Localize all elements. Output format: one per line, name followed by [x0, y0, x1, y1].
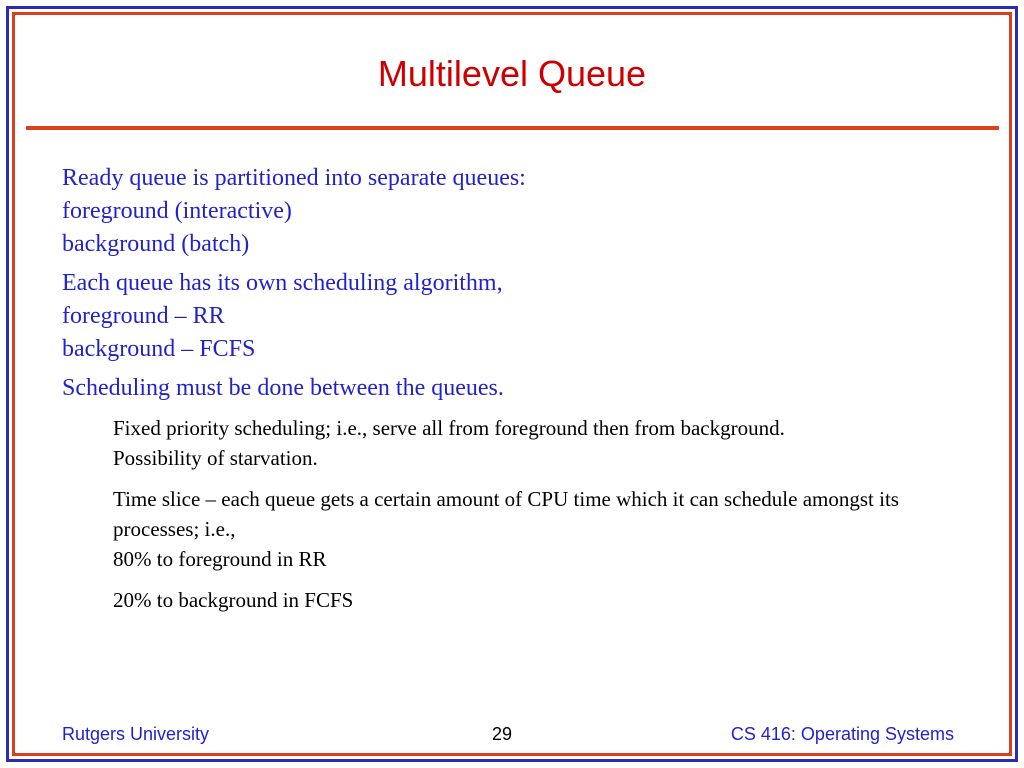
line: foreground (interactive) — [62, 198, 292, 224]
line: background – FCFS — [62, 336, 256, 362]
line: Ready queue is partitioned into separate queues: — [62, 165, 526, 191]
footer-institution: Rutgers University — [62, 724, 210, 744]
line: background (batch) — [62, 231, 250, 257]
slide-title: Multilevel Queue — [377, 53, 647, 94]
sub-bullet-fixed-priority — [62, 413, 962, 473]
line: Each queue has its own scheduling algorithm, — [62, 270, 503, 296]
line: Possibility of starvation. — [113, 446, 318, 470]
footer-page-number: 29 — [491, 724, 513, 744]
sub-bullet-background-share: 20% to background in FCFS — [113, 588, 354, 612]
line: 80% to foreground in RR — [113, 547, 327, 571]
sub-bullet-time-slice — [62, 484, 962, 574]
footer-course: CS 416: Operating Systems — [730, 724, 954, 744]
line: foreground – RR — [62, 303, 225, 329]
bullet-queue-algorithms — [62, 267, 962, 366]
bullet-ready-queue-partition — [62, 162, 962, 261]
slide-body — [62, 162, 962, 615]
bullet-scheduling-between-queues: Scheduling must be done between the queues. — [62, 375, 504, 401]
title-divider — [26, 126, 999, 130]
line: Fixed priority scheduling; i.e., serve all from foreground then from background. — [113, 416, 785, 440]
line: Time slice – each queue gets a certain amount of CPU time which it can schedule amongst its processes; i.e., — [113, 487, 899, 541]
